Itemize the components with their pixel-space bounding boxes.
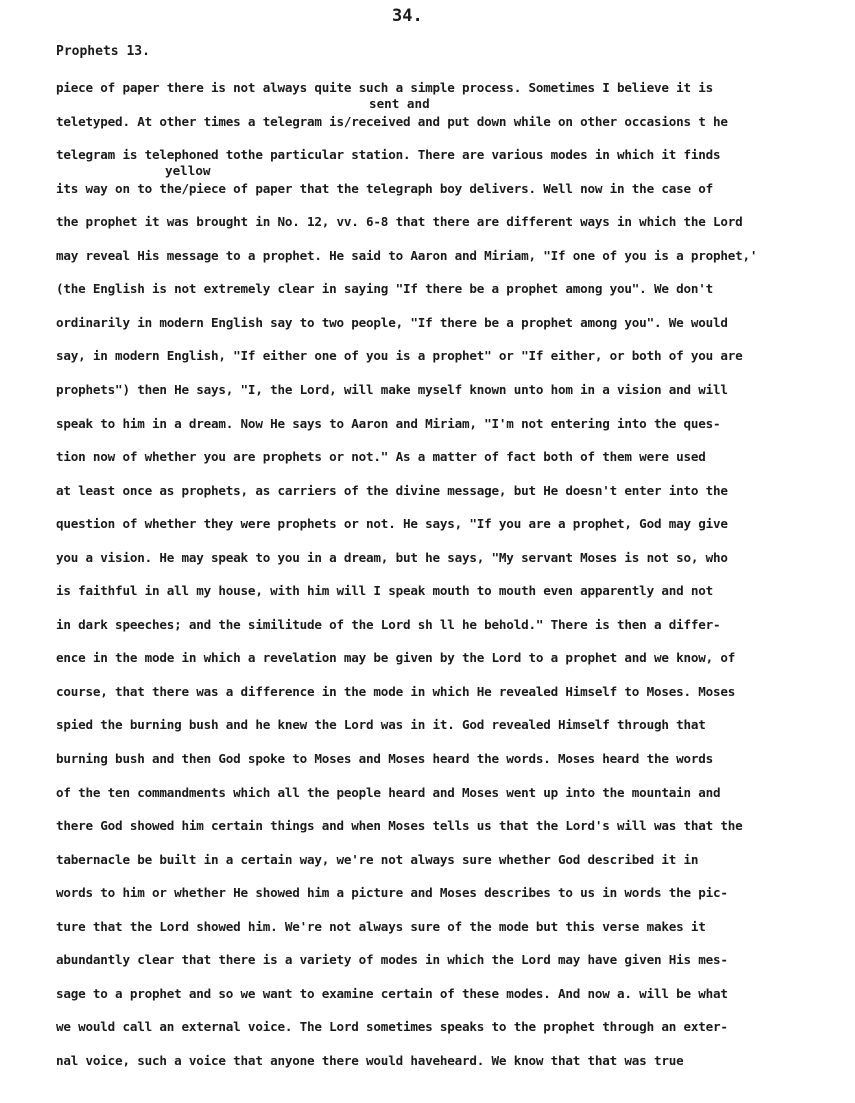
- page-number: 34.: [392, 6, 423, 26]
- text-line: tion now of whether you are prophets or not." As a matter of fact both of them were used: [56, 449, 706, 465]
- text-line: abundantly clear that there is a variety of modes in which the Lord may have given His mes-: [56, 952, 728, 968]
- interlinear-insertion-yellow: yellow: [165, 163, 211, 178]
- text-line: ordinarily in modern English say to two people, "If there be a prophet among you". We would: [56, 314, 728, 330]
- text-line: we would call an external voice. The Lord sometimes speaks to the prophet through an exter-: [56, 1019, 728, 1035]
- text-line: speak to him in a dream. Now He says to Aaron and Miriam, "I'm not entering into the ques-: [56, 415, 721, 431]
- interlinear-insertion-sent-and: sent and: [369, 96, 430, 111]
- text-line: the prophet it was brought in No. 12, vv. 6-8 that there are different ways in which the Lord: [56, 214, 743, 230]
- text-line: in dark speeches; and the similitude of the Lord sh ll he behold." There is then a differ-: [56, 616, 721, 632]
- text-line: say, in modern English, "If either one of you is a prophet" or "If either, or both of you are: [56, 348, 743, 364]
- text-line: its way on to the/piece of paper that the telegraph boy delivers. Well now in the case of: [56, 180, 714, 196]
- text-line: prophets") then He says, "I, the Lord, will make myself known unto hom in a vision and will: [56, 381, 728, 397]
- section-heading: Prophets 13.: [56, 44, 150, 59]
- text-line: teletyped. At other times a telegram is/received and put down while on other occasions t he: [56, 113, 728, 129]
- text-line: question of whether they were prophets or not. He says, "If you are a prophet, God may give: [56, 516, 728, 532]
- text-line: sage to a prophet and so we want to examine certain of these modes. And now a. will be what: [56, 985, 728, 1001]
- text-line: (the English is not extremely clear in saying "If there be a prophet among you". We don't: [56, 281, 714, 297]
- text-line: ence in the mode in which a revelation may be given by the Lord to a prophet and we know, of: [56, 650, 736, 666]
- text-line: is faithful in all my house, with him will I speak mouth to mouth even apparently and not: [56, 583, 714, 599]
- text-line: of the ten commandments which all the people heard and Moses went up into the mountain and: [56, 784, 721, 800]
- text-line: you a vision. He may speak to you in a dream, but he says, "My servant Moses is not so, who: [56, 549, 728, 565]
- text-line: burning bush and then God spoke to Moses and Moses heard the words. Moses heard the words: [56, 751, 714, 766]
- text-line: may reveal His message to a prophet. He said to Aaron and Miriam, "If one of you is a prophet,': [56, 247, 758, 263]
- text-line: telegram is telephoned tothe particular station. There are various modes in which it finds: [56, 147, 721, 163]
- text-line: nal voice, such a voice that anyone there would haveheard. We know that that was true: [56, 1052, 684, 1068]
- text-line: course, that there was a difference in the mode in which He revealed Himself to Moses. Moses: [56, 683, 736, 699]
- text-line: tabernacle be built in a certain way, we're not always sure whether God described it in: [56, 851, 699, 867]
- text-line: there God showed him certain things and when Moses tells us that the Lord's will was that the: [56, 818, 743, 834]
- text-line: at least once as prophets, as carriers of the divine message, but He doesn't enter into the: [56, 482, 728, 498]
- text-line: words to him or whether He showed him a picture and Moses describes to us in words the pic-: [56, 885, 728, 901]
- text-line: ture that the Lord showed him. We're not always sure of the mode but this verse makes it: [56, 918, 706, 934]
- text-line: spied the burning bush and he knew the Lord was in it. God revealed Himself through that: [56, 717, 706, 733]
- text-line: piece of paper there is not always quite such a simple process. Sometimes I believe it is: [56, 80, 714, 95]
